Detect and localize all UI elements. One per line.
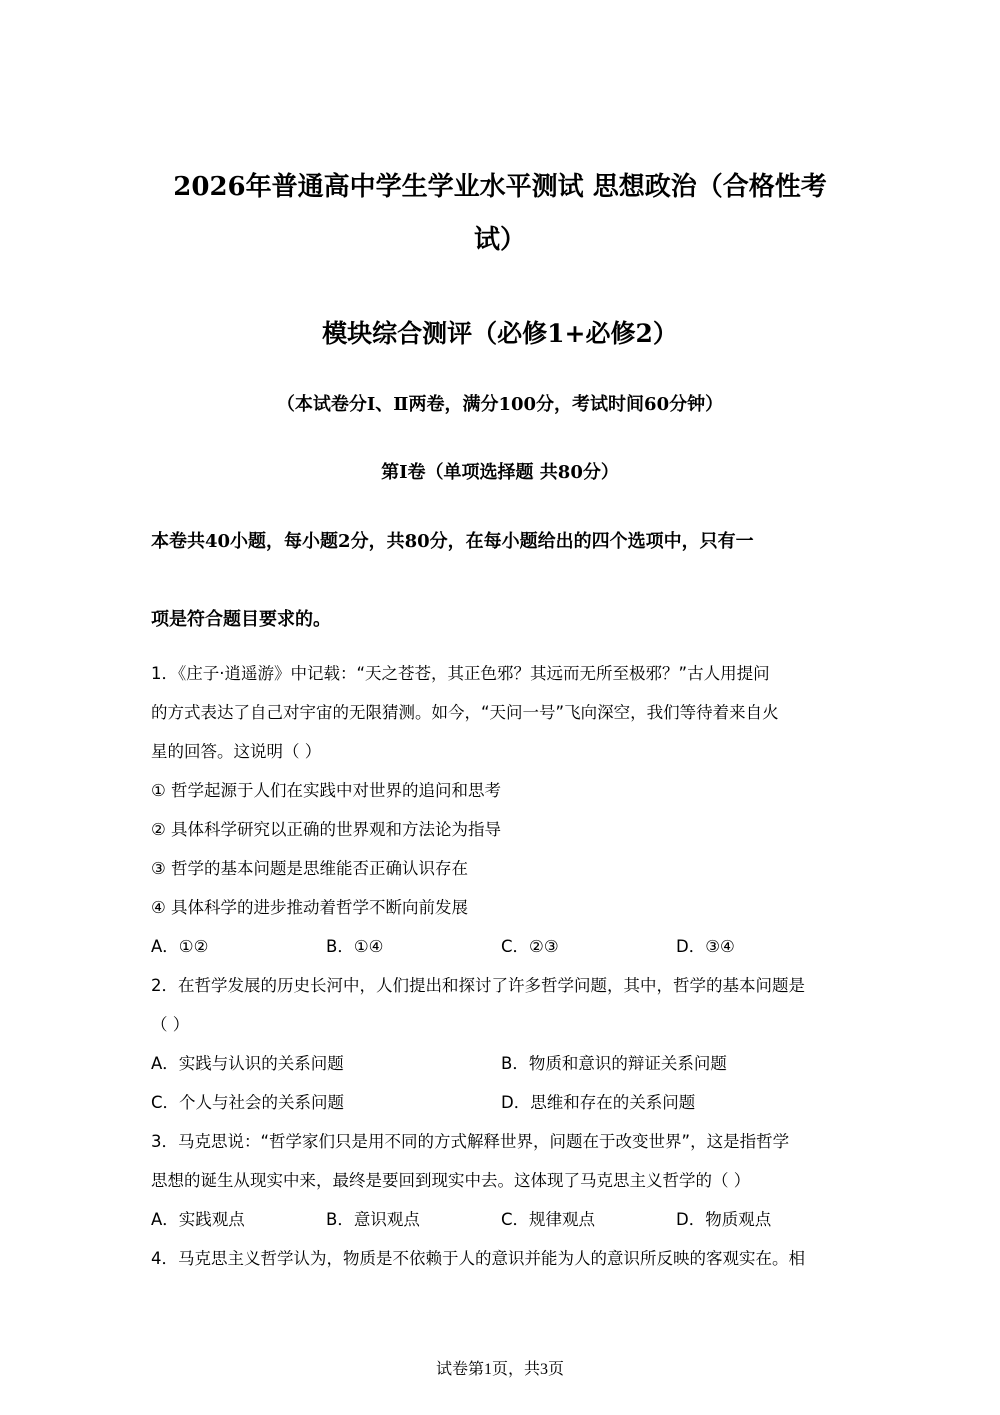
page-footer: 试卷第1页，共3页 <box>435 1361 564 1378</box>
q3-stem-line1: 3．马克思说：“哲学家们只是用不同的方式解释世界，问题在于改变世界”，这是指哲学 <box>151 1132 790 1151</box>
q4-stem-line1: 4．马克思主义哲学认为，物质是不依赖于人的意识并能为人的意识所反映的客观实在。相 <box>151 1249 805 1268</box>
q1-stem-line1: 1．《庄子·逍遥游》中记载：“天之苍苍，其正色邪？其远而无所至极邪？”古人用提问 <box>151 664 770 683</box>
q1-option-a: A．①② <box>151 937 209 956</box>
q2-option-a: A．实践与认识的关系问题 <box>151 1054 344 1073</box>
instructions-line1: 本卷共40小题，每小题2分，共80分，在每小题给出的四个选项中，只有一 <box>151 531 754 552</box>
q1-option-c: C．②③ <box>501 937 559 956</box>
q3-stem-line2: 思想的诞生从现实中来，最终是要回到现实中去。这体现了马克思主义哲学的（ ） <box>151 1171 751 1190</box>
q1-stem-line3: 星的回答。这说明（ ） <box>151 742 322 761</box>
q2-option-c: C．个人与社会的关系问题 <box>151 1093 345 1112</box>
module-title: 模块综合测评（必修1+必修2） <box>322 319 678 348</box>
q3-option-a: A．实践观点 <box>151 1210 245 1229</box>
q1-item-4: ④ 具体科学的进步推动着哲学不断向前发展 <box>151 898 469 917</box>
q1-stem-line2: 的方式表达了自己对宇宙的无限猜测。如今，“天问一号”飞向深空，我们等待着来自火 <box>151 703 779 722</box>
q2-stem-line1: 2．在哲学发展的历史长河中，人们提出和探讨了许多哲学问题，其中，哲学的基本问题是 <box>151 976 805 995</box>
q1-option-b: B．①④ <box>326 937 384 956</box>
q2-option-d: D．思维和存在的关系问题 <box>501 1093 696 1112</box>
q1-item-1: ① 哲学起源于人们在实践中对世界的追问和思考 <box>151 781 502 800</box>
q2-option-b: B．物质和意识的辩证关系问题 <box>501 1054 727 1073</box>
q3-option-c: C．规律观点 <box>501 1210 596 1229</box>
section-heading: 第Ⅰ卷（单项选择题 共80分） <box>381 462 619 483</box>
q3-option-b: B．意识观点 <box>326 1210 420 1229</box>
q2-stem-line2: （ ） <box>151 1015 190 1034</box>
q1-item-3: ③ 哲学的基本问题是思维能否正确认识存在 <box>151 859 469 878</box>
exam-subtitle: （本试卷分Ⅰ、Ⅱ两卷，满分100分，考试时间60分钟） <box>276 394 724 415</box>
exam-title-line2: 试） <box>473 225 526 255</box>
q1-option-d: D．③④ <box>676 937 735 956</box>
instructions-line2: 项是符合题目要求的。 <box>151 609 331 630</box>
q1-item-2: ② 具体科学研究以正确的世界观和方法论为指导 <box>151 820 502 839</box>
q3-option-d: D．物质观点 <box>676 1210 772 1229</box>
exam-title-line1: 2026年普通高中学生学业水平测试 思想政治（合格性考 <box>173 172 827 202</box>
